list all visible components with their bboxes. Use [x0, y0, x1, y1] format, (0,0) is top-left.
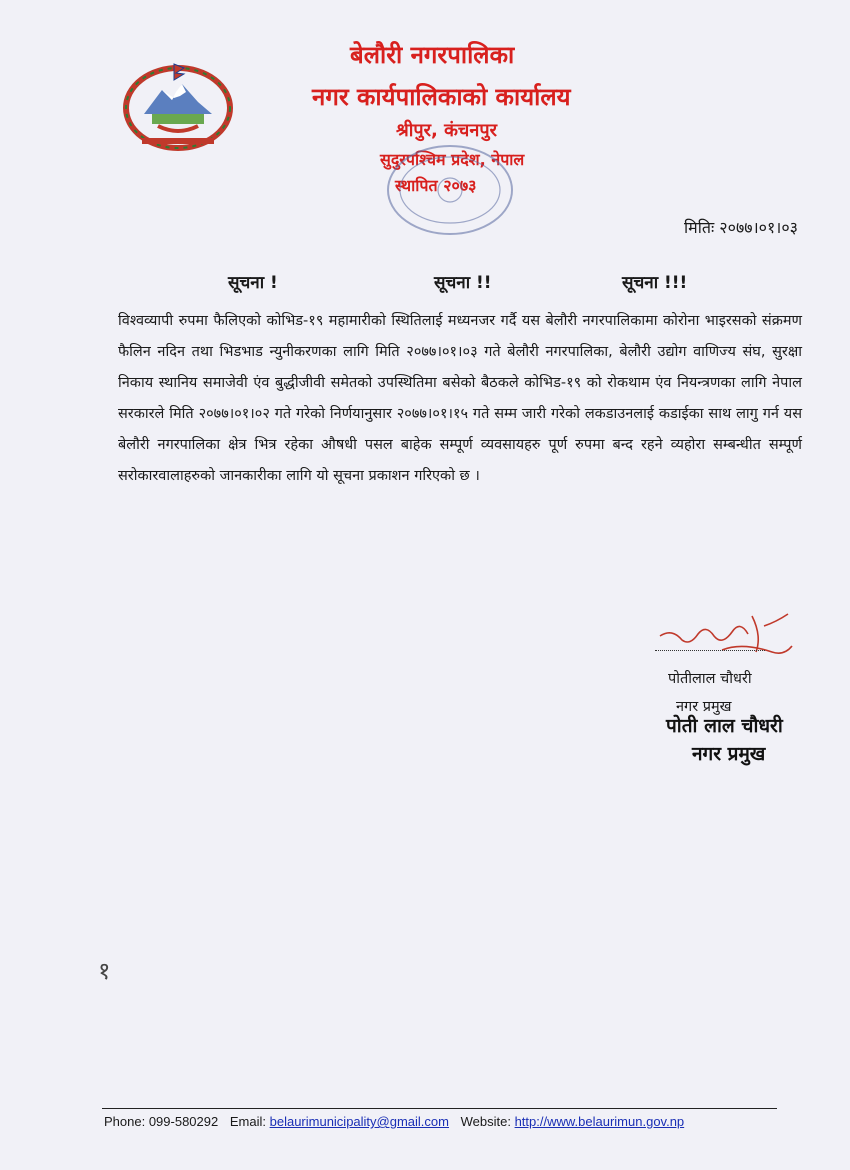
signature-line	[655, 650, 765, 651]
website-label: Website:	[460, 1114, 511, 1129]
signatory-title: नगर प्रमुख	[676, 699, 732, 715]
email-label: Email:	[229, 1114, 266, 1129]
footer-contact	[104, 1114, 684, 1129]
phone-label: Phone:	[104, 1114, 146, 1129]
email-link[interactable]: belaurimunicipality@gmail.com	[269, 1114, 449, 1129]
notice-heading-2: सूचना !!	[434, 273, 492, 293]
office-address: श्रीपुर, कंचनपुर	[396, 120, 497, 141]
handwritten-signature-icon	[652, 606, 802, 666]
office-stamp-icon	[380, 140, 520, 240]
stamped-signatory-name: पोती लाल चौधरी	[666, 715, 783, 737]
established-line: स्थापित २०७३	[395, 176, 477, 195]
municipality-name: बेलौरी नगरपालिका	[350, 41, 515, 69]
nepal-emblem-icon	[122, 62, 234, 152]
website-link[interactable]: http://www.belaurimun.gov.np	[514, 1114, 685, 1129]
notice-heading-1: सूचना !	[228, 273, 278, 293]
footer-divider	[102, 1108, 777, 1109]
page-number: १	[98, 957, 111, 985]
notice-date: मितिः २०७७।०१।०३	[684, 218, 798, 237]
phone-number: 099-580292	[148, 1114, 219, 1129]
stamped-signatory-title: नगर प्रमुख	[692, 743, 766, 765]
office-name: नगर कार्यपालिकाको कार्यालय	[312, 83, 571, 111]
notice-heading-3: सूचना !!!	[622, 273, 688, 293]
signatory-name: पोतीलाल चौधरी	[668, 671, 752, 687]
province-line: सुदुरपश्चिम प्रदेश, नेपाल	[380, 150, 525, 169]
notice-body: विश्वव्यापी रुपमा फैलिएको कोभिड-१९ महामारीको स्थितिलाई मध्यनजर गर्दै यस बेलौरी नगरपालिकामा कोरोना भाइरसको संक्रमण फैलिन नदिन तथा भिडभाड न्युनीकरणका लागि मिति २०७७।०१।०३ गते बेलौरी नगरपालिका, बेलौरी उद्योग वाणिज्य संघ, सुरक्षा निकाय स्थानिय समाजेवी एंव बुद्धीजीवी समेतको उपस्थितिमा बसेको बैठकले कोभिड-१९ को रोकथाम एंव नियन्त्रणका लागि नेपाल सरकारले मिति २०७७।०१।०२ गते गरेको निर्णयानुसार २०७७।०१।१५ गते सम्म जारी गरेको लकडाउनलाई कडाईका साथ लागु गर्न यस बेलौरी नगरपालिका क्षेत्र भित्र रहेका औषधी पसल बाहेक सम्पूर्ण व्यवसायहरु पूर्ण रुपमा बन्द रहने व्यहोरा सम्बन्धीत सम्पूर्ण सरोकारवालाहरुको जानकारीका लागि यो सूचना प्रकाशन गरिएको छ ।	[118, 313, 802, 484]
